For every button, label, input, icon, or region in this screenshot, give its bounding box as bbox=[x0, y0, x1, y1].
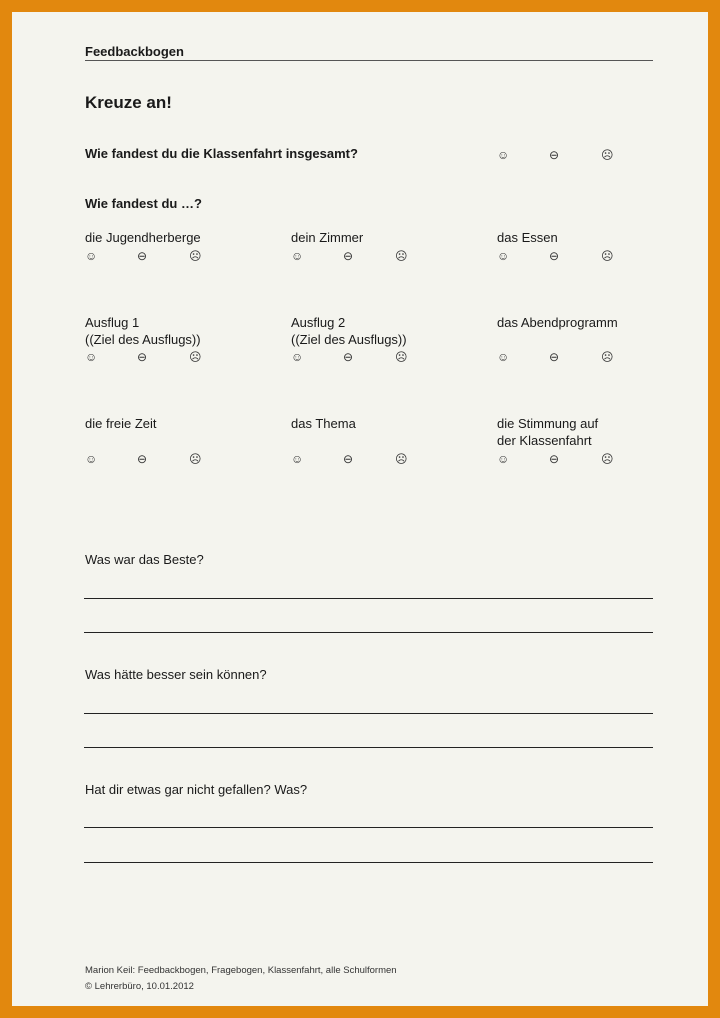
item-freie-zeit-label: die freie Zeit bbox=[85, 416, 157, 431]
item-ausflug2-label bbox=[291, 314, 407, 348]
item-zimmer-faces bbox=[291, 247, 447, 265]
item-stimmung-line1: die Stimmung auf bbox=[497, 416, 599, 431]
answer-line[interactable] bbox=[84, 598, 653, 599]
neutral-face-icon[interactable]: ⊖ bbox=[137, 350, 148, 364]
answer-line[interactable] bbox=[84, 632, 653, 633]
item-thema-label: das Thema bbox=[291, 416, 356, 431]
sad-face-icon[interactable]: ☹ bbox=[189, 452, 202, 466]
item-stimmung-line2: der Klassenfahrt bbox=[497, 433, 592, 448]
neutral-face-icon[interactable]: ⊖ bbox=[343, 452, 354, 466]
item-stimmung-faces bbox=[497, 450, 653, 468]
item-thema-faces bbox=[291, 450, 447, 468]
neutral-face-icon[interactable]: ⊖ bbox=[549, 249, 560, 263]
sad-face-icon[interactable]: ☹ bbox=[189, 350, 202, 364]
item-ausflug2-title: Ausflug 2 bbox=[291, 315, 346, 330]
answer-line[interactable] bbox=[84, 827, 653, 828]
sad-face-icon[interactable]: ☹ bbox=[395, 350, 408, 364]
sad-face-icon[interactable]: ☹ bbox=[601, 350, 614, 364]
neutral-face-icon[interactable]: ⊖ bbox=[137, 249, 148, 263]
sad-face-icon[interactable]: ☹ bbox=[601, 452, 614, 466]
footer-copyright: © Lehrerbüro, 10.01.2012 bbox=[85, 981, 194, 992]
item-abendprogramm-label: das Abendprogramm bbox=[497, 315, 618, 330]
answer-line[interactable] bbox=[84, 747, 653, 748]
happy-face-icon[interactable]: ☺ bbox=[291, 452, 304, 466]
answer-line[interactable] bbox=[84, 713, 653, 714]
header-divider bbox=[85, 60, 653, 61]
neutral-face-icon[interactable]: ⊖ bbox=[549, 148, 560, 162]
item-ausflug1-label bbox=[85, 314, 201, 348]
happy-face-icon[interactable]: ☺ bbox=[497, 350, 510, 364]
sad-face-icon[interactable]: ☹ bbox=[601, 148, 614, 162]
question-best: Was war das Beste? bbox=[85, 552, 204, 567]
neutral-face-icon[interactable]: ⊖ bbox=[343, 350, 354, 364]
sad-face-icon[interactable]: ☹ bbox=[395, 249, 408, 263]
item-jugendherberge-label: die Jugendherberge bbox=[85, 230, 201, 245]
item-jugendherberge-faces bbox=[85, 247, 241, 265]
item-zimmer-label: dein Zimmer bbox=[291, 230, 364, 245]
happy-face-icon[interactable]: ☺ bbox=[85, 249, 98, 263]
header-title: Feedbackbogen bbox=[85, 44, 184, 59]
item-ausflug2-destination: ((Ziel des Ausflugs)) bbox=[291, 332, 407, 347]
overall-rating-faces bbox=[497, 146, 653, 164]
item-ausflug1-faces bbox=[85, 348, 241, 366]
neutral-face-icon[interactable]: ⊖ bbox=[137, 452, 148, 466]
sad-face-icon[interactable]: ☹ bbox=[395, 452, 408, 466]
happy-face-icon[interactable]: ☺ bbox=[497, 249, 510, 263]
neutral-face-icon[interactable]: ⊖ bbox=[549, 350, 560, 364]
item-essen-faces bbox=[497, 247, 653, 265]
sad-face-icon[interactable]: ☹ bbox=[189, 249, 202, 263]
answer-line[interactable] bbox=[84, 862, 653, 863]
section-title: Wie fandest du …? bbox=[85, 196, 202, 211]
happy-face-icon[interactable]: ☺ bbox=[291, 350, 304, 364]
question-disliked: Hat dir etwas gar nicht gefallen? Was? bbox=[85, 782, 308, 797]
item-stimmung-label bbox=[497, 415, 598, 449]
happy-face-icon[interactable]: ☺ bbox=[497, 148, 510, 162]
happy-face-icon[interactable]: ☺ bbox=[85, 350, 98, 364]
happy-face-icon[interactable]: ☺ bbox=[291, 249, 304, 263]
item-ausflug1-title: Ausflug 1 bbox=[85, 315, 140, 330]
question-better: Was hätte besser sein können? bbox=[85, 667, 267, 682]
page-title: Kreuze an! bbox=[85, 93, 172, 112]
item-abendprogramm-faces bbox=[497, 348, 653, 366]
worksheet-page bbox=[12, 12, 708, 1006]
overall-question: Wie fandest du die Klassenfahrt insgesamt? bbox=[85, 146, 358, 161]
item-ausflug2-faces bbox=[291, 348, 447, 366]
item-freie-zeit-faces bbox=[85, 450, 241, 468]
neutral-face-icon[interactable]: ⊖ bbox=[549, 452, 560, 466]
neutral-face-icon[interactable]: ⊖ bbox=[343, 249, 354, 263]
sad-face-icon[interactable]: ☹ bbox=[601, 249, 614, 263]
happy-face-icon[interactable]: ☺ bbox=[497, 452, 510, 466]
item-ausflug1-destination: ((Ziel des Ausflugs)) bbox=[85, 332, 201, 347]
footer-credit: Marion Keil: Feedbackbogen, Fragebogen, Klassenfahrt, alle Schulformen bbox=[85, 965, 397, 976]
happy-face-icon[interactable]: ☺ bbox=[85, 452, 98, 466]
item-essen-label: das Essen bbox=[497, 230, 558, 245]
